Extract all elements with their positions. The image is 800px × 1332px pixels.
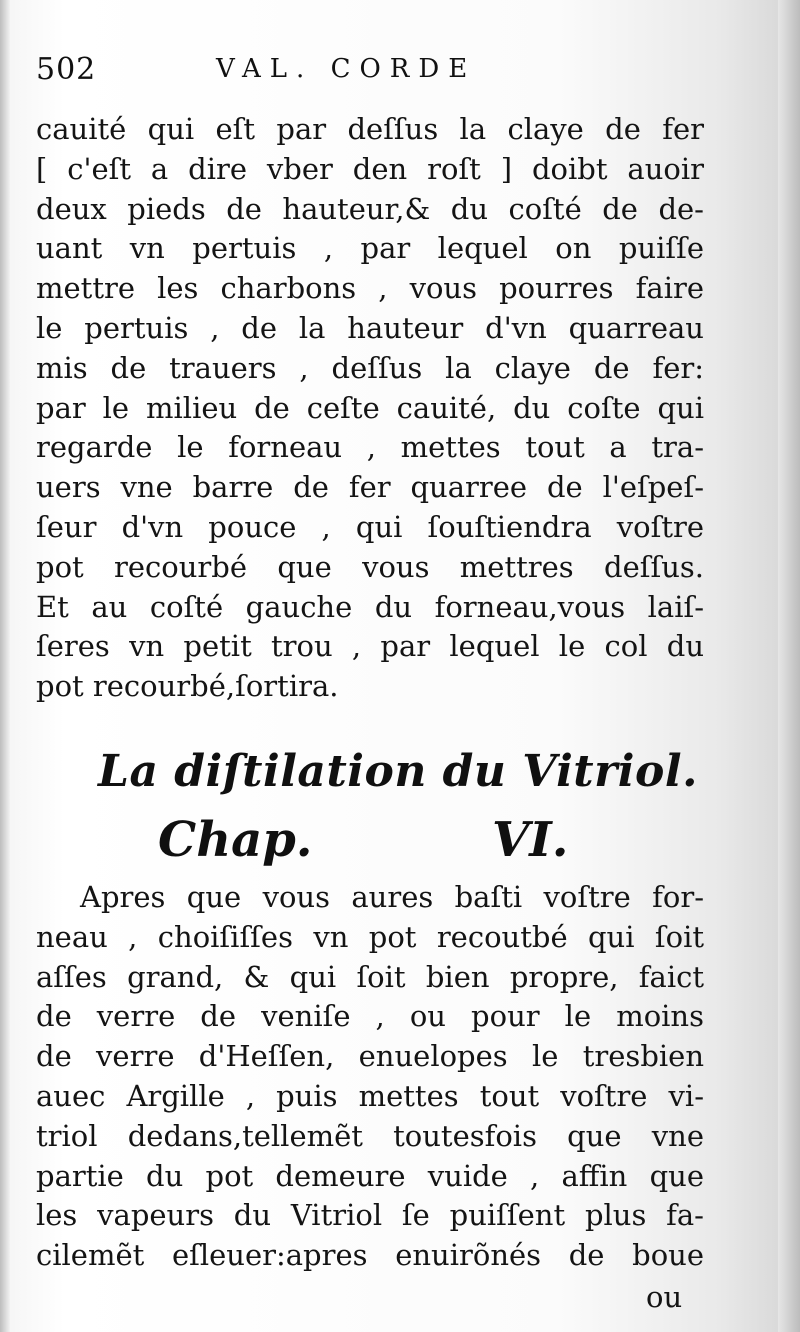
text-line: cauité qui eſt par deſſus la claye de fer [36,112,704,146]
chapter-number: VI. [492,812,569,868]
text-line: de verre d'Heſſen, enuelopes le tresbien [36,1039,704,1074]
text-line: neau , choiſiſſes vn pot recoutbé qui ſoit [36,919,704,954]
text-line: regarde le forneau , mettes tout a tra- [36,430,704,465]
chapter-title: La diſtilation du Vitriol. [98,746,698,797]
chapter-label: Chap. [158,812,313,868]
page-header [36,52,716,96]
text-line: auec Argille , puis mettes tout voſtre vi- [36,1078,704,1113]
text-line: par le milieu de ceſte cauité, du coſte qui [36,390,704,425]
text-line: cilemẽt eſleuer:apres enuirõnés de boue [36,1238,704,1273]
text-line: ſeres vn petit trou , par lequel le col du [36,629,704,664]
text-line: mis de trauers , deſſus la claye de fer: [36,350,704,385]
text-line: uant vn pertuis , par lequel on puiſſe [36,231,704,266]
page-edge-shadow [778,0,800,1332]
text-line: aſſes grand, & qui ſoit bien propre, faict [36,959,704,994]
running-head: VAL. CORDE [216,54,477,84]
paragraph-1 [36,110,704,707]
text-line: de verre de veniſe , ou pour le moins [36,999,704,1034]
text-line: ſeur d'vn pouce , qui ſouſtiendra voſtre [36,509,704,544]
text-line: triol dedans,tellemẽt toutesfois que vne [36,1118,704,1153]
text-line: deux pieds de hauteur,& du coſté de de- [36,191,704,226]
text-line: les vapeurs du Vitriol ſe puiſſent plus fa- [36,1198,704,1233]
text-line: Et au coſté gauche du forneau,vous laiſ- [36,589,704,624]
page-gutter-shadow [0,0,10,1332]
text-line: pot recourbé que vous mettres deſſus. [36,549,704,584]
text-line: le pertuis , de la hauteur d'vn quarreau [36,310,704,345]
page-number: 502 [36,52,97,87]
text-line: mettre les charbons , vous pourres faire [36,271,704,306]
text-line: [ c'eſt a dire vber den roſt ] doibt auoir [36,151,704,186]
catchword: ou [646,1280,683,1314]
text-line: uers vne barre de fer quarree de l'eſpeſ- [36,470,704,505]
text-line: Apres que vous aures baſti voſtre for- [80,880,704,914]
text-line: pot recourbé,ſortira. [36,669,339,704]
text-line: partie du pot demeure vuide , affin que [36,1158,704,1193]
paragraph-2 [36,878,704,1276]
